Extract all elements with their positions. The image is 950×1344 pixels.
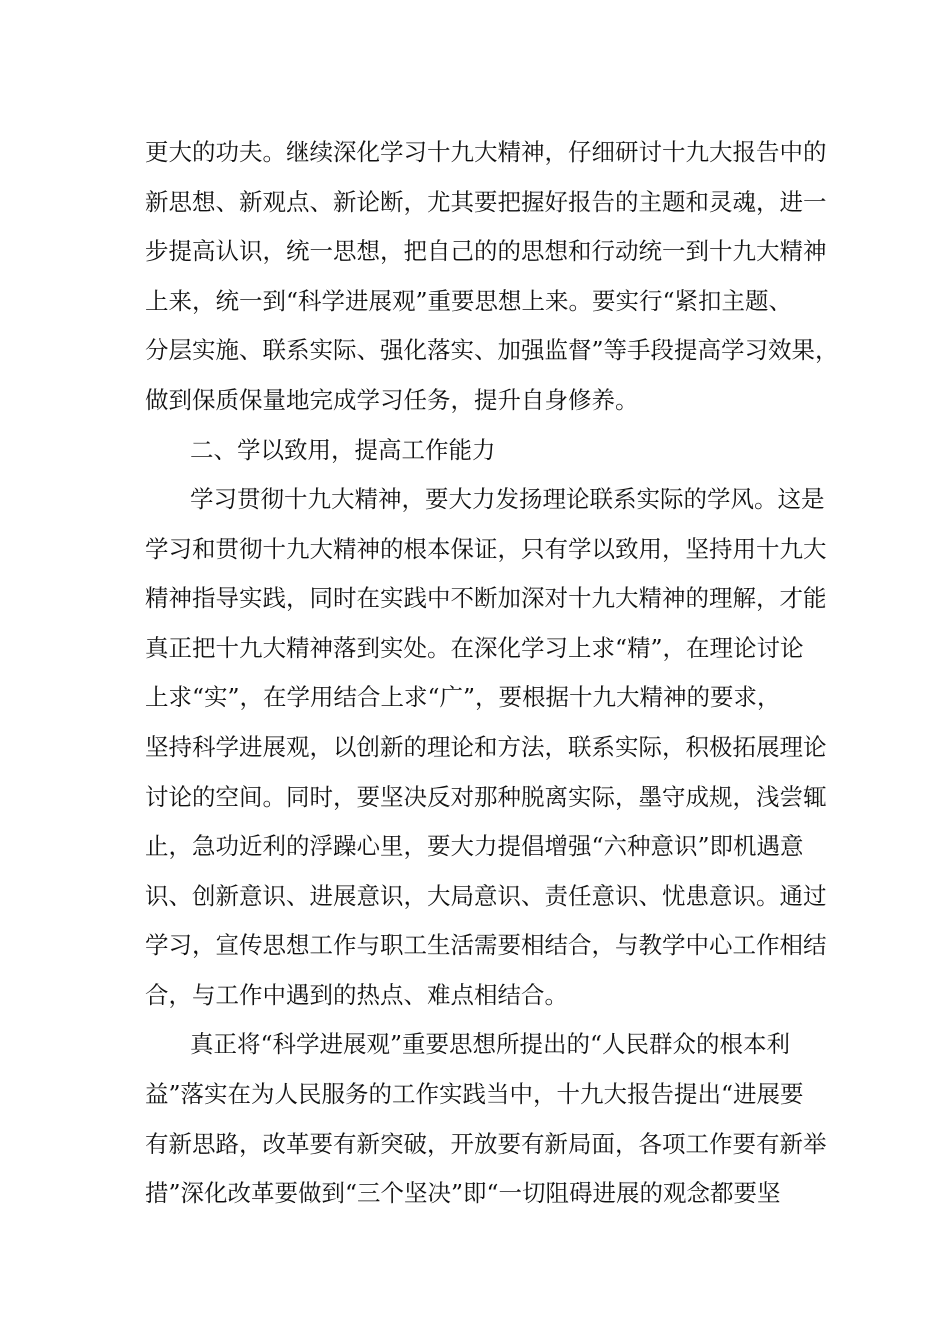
text-line: 措”深化改革要做到“三个坚决”即“一切阻碍进展的观念都要坚 (145, 1179, 781, 1207)
text-line: 合，与工作中遇到的热点、难点相结合。 (145, 981, 568, 1009)
text-line: 上来，统一到“科学进展观”重要思想上来。要实行“紧扣主题、 (145, 287, 793, 315)
text-line: 学习和贯彻十九大精神的根本保证，只有学以致用，坚持用十九大 (145, 535, 827, 563)
text-line: 益”落实在为人民服务的工作实践当中，十九大报告提出“进展要 (145, 1080, 804, 1108)
text-line: 新思想、新观点、新论断，尤其要把握好报告的主题和灵魂，进一 (145, 188, 827, 216)
text-line: 识、创新意识、进展意识，大局意识、责任意识、忧患意识。通过 (145, 882, 827, 910)
text-line: 真正把十九大精神落到实处。在深化学习上求“精”，在理论讨论 (145, 634, 804, 662)
text-line: 步提高认识，统一思想，把自己的的思想和行动统一到十九大精神 (145, 237, 827, 265)
text-line: 真正将“科学进展观”重要思想所提出的“人民群众的根本利 (190, 1030, 791, 1058)
text-line: 做到保质保量地完成学习任务，提升自身修养。 (145, 386, 639, 414)
text-line: 更大的功夫。继续深化学习十九大精神，仔细研讨十九大报告中的 (145, 138, 827, 166)
text-line: 坚持科学进展观，以创新的理论和方法，联系实际，积极拓展理论 (145, 733, 827, 761)
text-line: 讨论的空间。同时，要坚决反对那种脱离实际，墨守成规，浅尝辄 (145, 783, 827, 811)
section-heading: 二、学以致用，提高工作能力 (190, 436, 496, 464)
text-line: 学习，宣传思想工作与职工生活需要相结合，与教学中心工作相结 (145, 931, 827, 959)
text-line: 上求“实”，在学用结合上求“广”，要根据十九大精神的要求， (145, 683, 781, 711)
text-line: 有新思路，改革要有新突破，开放要有新局面，各项工作要有新举 (145, 1130, 827, 1158)
text-line: 止，急功近利的浮躁心里，要大力提倡增强“六种意识”即机遇意 (145, 832, 804, 860)
text-line: 分层实施、联系实际、强化落实、加强监督”等手段提高学习效果， (145, 336, 839, 364)
text-line: 精神指导实践，同时在实践中不断加深对十九大精神的理解，才能 (145, 584, 827, 612)
text-line: 学习贯彻十九大精神，要大力发扬理论联系实际的学风。这是 (190, 485, 825, 513)
